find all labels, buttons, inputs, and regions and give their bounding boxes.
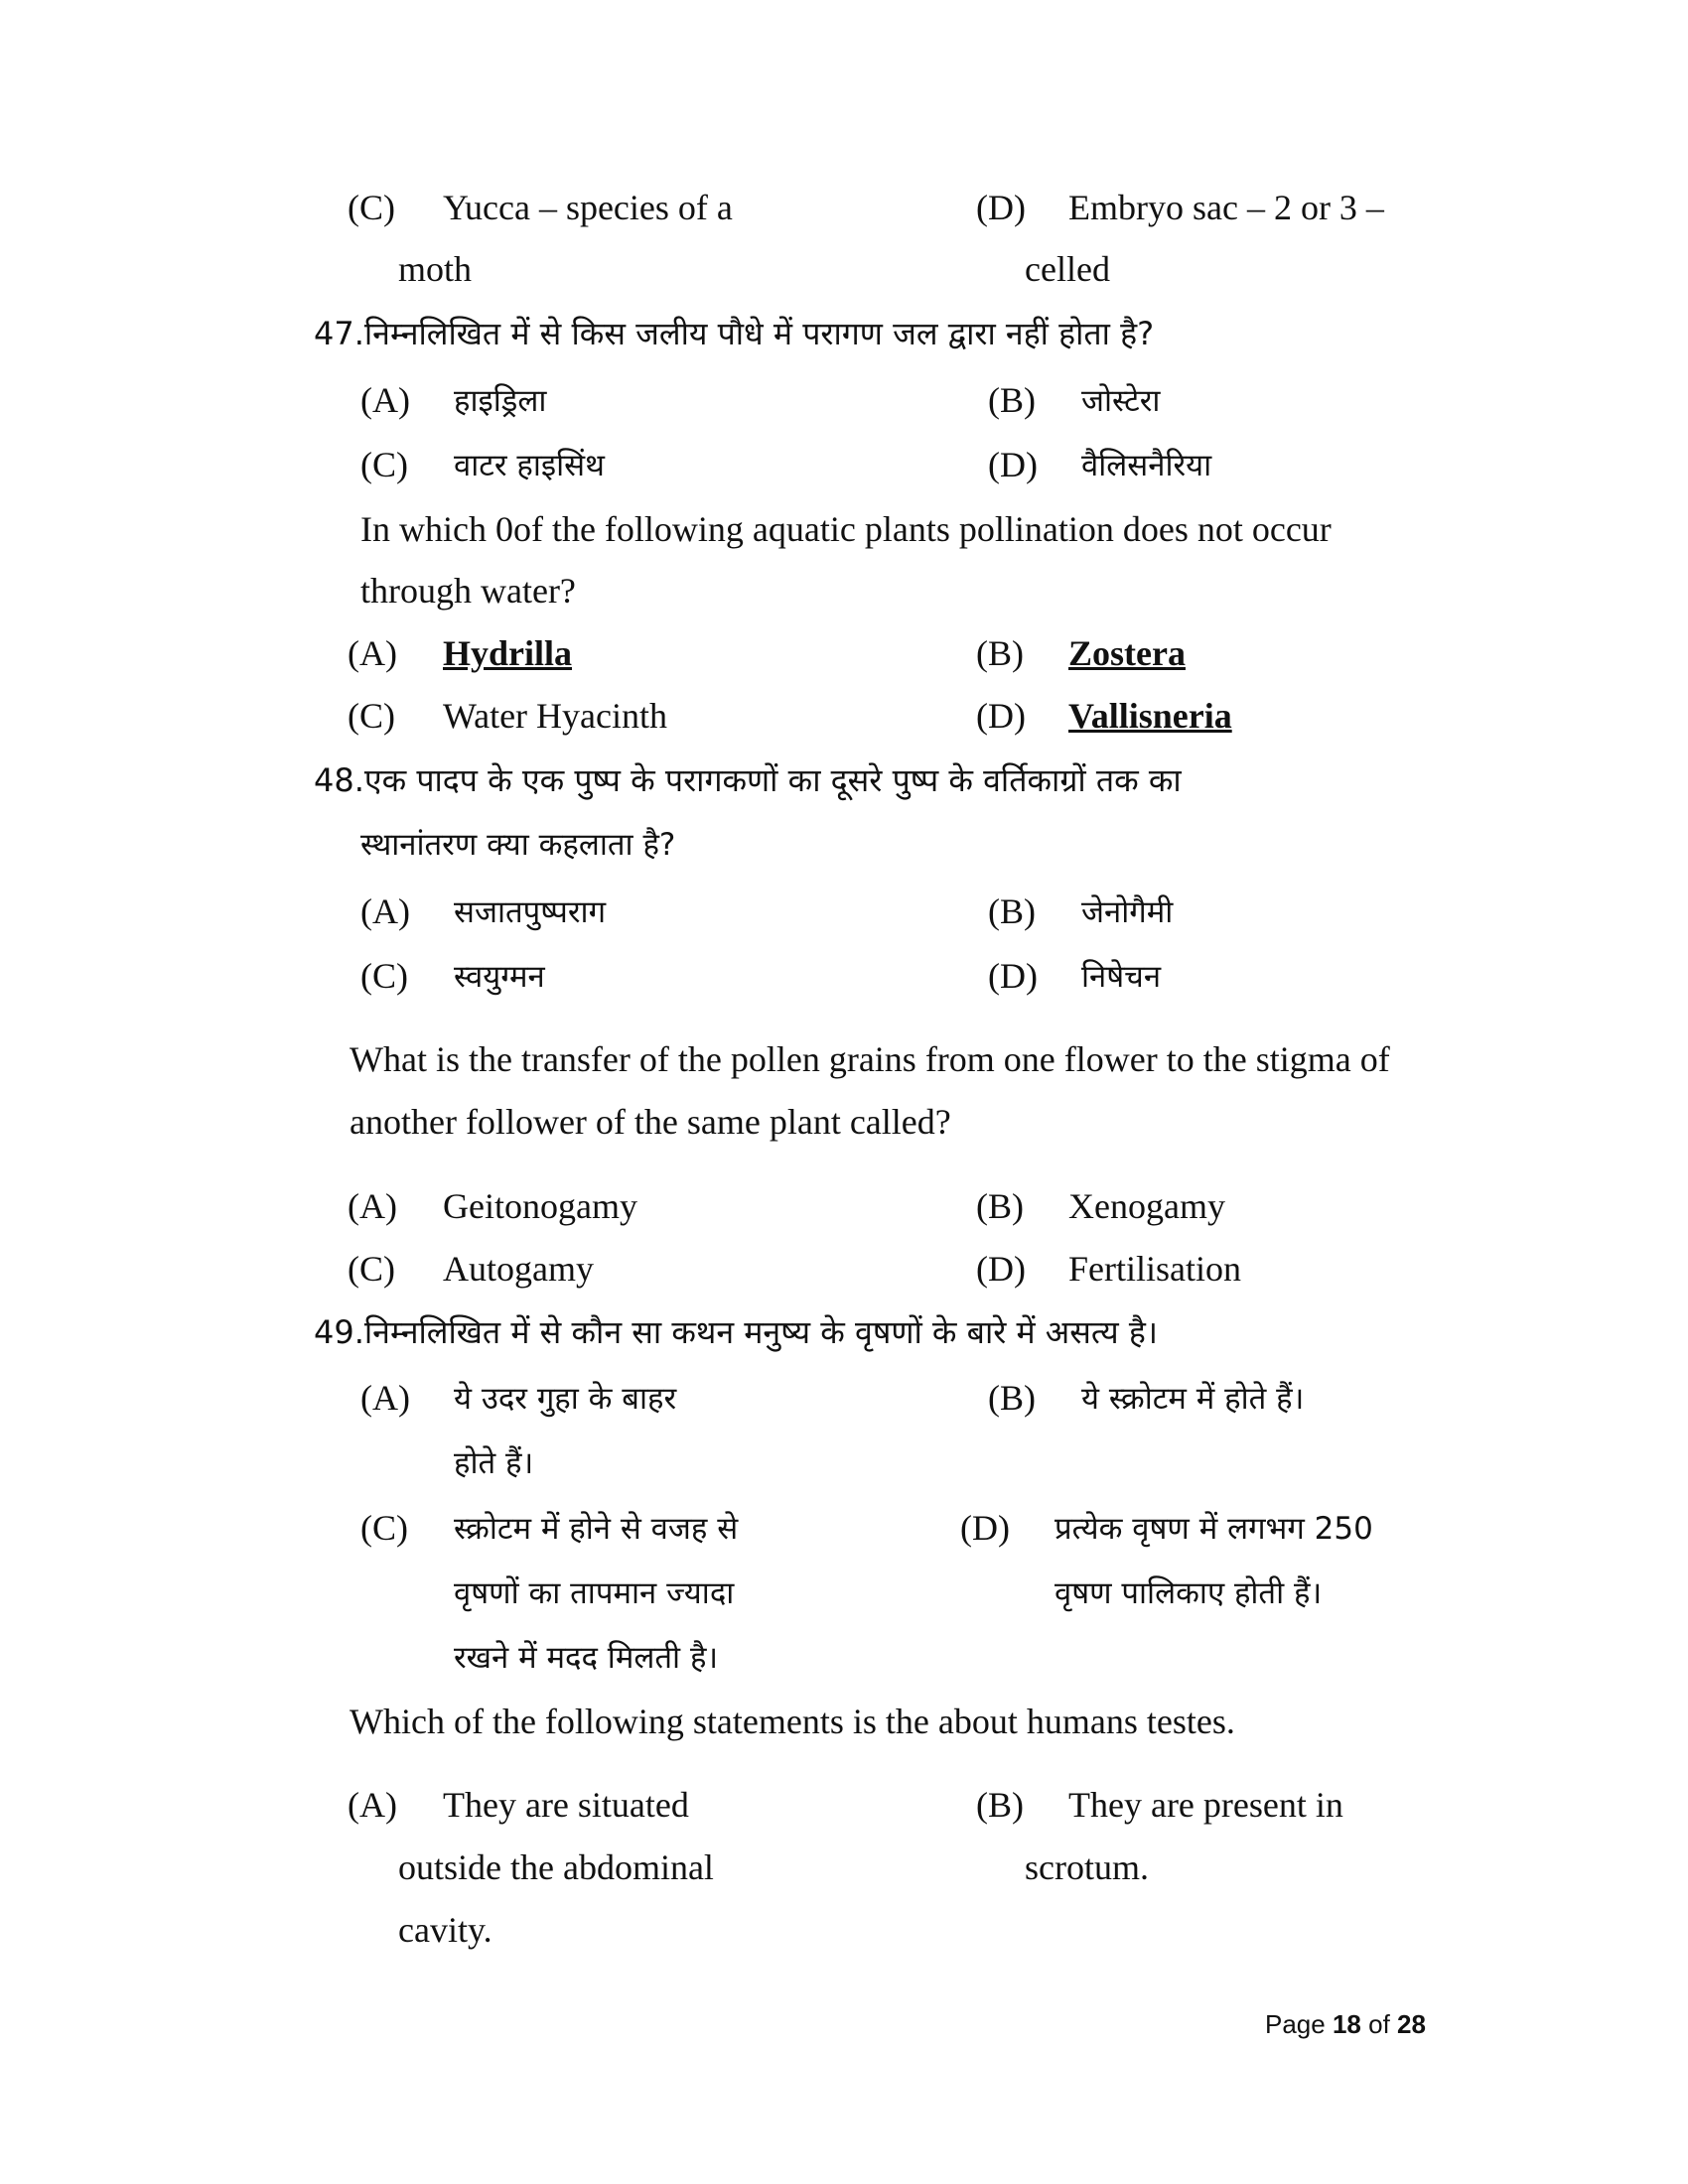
q49-english-option-b-cont: scrotum. [1025, 1847, 1149, 1887]
q48-hindi-option-c-label: (C) [360, 956, 408, 996]
q47-english-option-d-label: (D) [976, 696, 1026, 736]
q47-hindi-option-d-label: (D) [988, 445, 1038, 484]
q47-hindi-option-c-label: (C) [360, 445, 408, 484]
q47-hindi-option-b-label: (B) [988, 380, 1036, 420]
q47-english-option-b-label: (B) [976, 633, 1024, 673]
q48-hindi-option-b: जेनोगैमी [1081, 894, 1174, 930]
q49-hindi-option-c-cont1: वृषणों का तापमान ज्यादा [454, 1575, 735, 1611]
q48-hindi-option-a-label: (A) [360, 891, 410, 931]
q46-option-c-label: (C) [348, 188, 395, 227]
q48-hindi-option-b-label: (B) [988, 891, 1036, 931]
q46-option-c-text-cont: moth [398, 249, 473, 289]
q48-hindi-question: 48.एक पादप के एक पुष्प के परागकणों का दूसरे पुष्प के वर्तिकाग्रों तक का [314, 761, 1182, 799]
q49-hindi-option-d-label: (D) [960, 1508, 1010, 1548]
q48-english-option-d-label: (D) [976, 1249, 1026, 1289]
current-page-number: 18 [1332, 2009, 1361, 2039]
q49-english-option-b-label: (B) [976, 1785, 1024, 1825]
q46-option-d-text: Embryo sac – 2 or 3 – [1068, 188, 1384, 227]
q48-hindi-option-a: सजातपुष्पराग [454, 894, 607, 930]
q47-english-question: In which 0of the following aquatic plants pollination does not occur [360, 509, 1332, 549]
q49-hindi-option-c: स्क्रोटम में होने से वजह से [454, 1511, 739, 1547]
q49-hindi-option-a: ये उदर गुहा के बाहर [454, 1381, 677, 1417]
q47-english-option-c-label: (C) [348, 696, 395, 736]
q49-hindi-option-c-cont2: रखने में मदद मिलती है। [454, 1640, 719, 1676]
q47-hindi-question: 47.निम्नलिखित में से किस जलीय पौधे में परागण जल द्वारा नहीं होता है? [314, 315, 1155, 352]
of-word: of [1368, 2009, 1390, 2039]
q47-english-question-cont: through water? [360, 571, 576, 611]
q48-english-option-a: Geitonogamy [443, 1186, 637, 1226]
q47-english-option-d: Vallisneria [1068, 696, 1232, 736]
q48-hindi-option-d-label: (D) [988, 956, 1038, 996]
q49-english-option-a-cont1: outside the abdominal [398, 1847, 714, 1887]
q49-english-option-a-label: (A) [348, 1785, 397, 1825]
q47-english-option-a: Hydrilla [443, 633, 573, 673]
q49-hindi-option-d-cont: वृषण पालिकाए होती हैं। [1055, 1575, 1323, 1611]
q47-hindi-option-a: हाइड्रिला [454, 383, 547, 419]
q48-english-question: What is the transfer of the pollen grains from one flower to the stigma of [350, 1039, 1390, 1079]
q47-hindi-option-a-label: (A) [360, 380, 410, 420]
q47-english-option-b: Zostera [1068, 633, 1186, 673]
q49-hindi-question: 49.निम्नलिखित में से कौन सा कथन मनुष्य के वृषणों के बारे में असत्य है। [314, 1313, 1159, 1351]
q48-english-option-c-label: (C) [348, 1249, 395, 1289]
q49-english-question: Which of the following statements is the about humans testes. [350, 1702, 1235, 1741]
q47-hindi-option-d: वैलिसनैरिया [1081, 448, 1212, 483]
page-word: Page [1265, 2009, 1326, 2039]
q48-hindi-question-cont: स्थानांतरण क्या कहलाता है? [360, 827, 676, 863]
q47-hindi-option-c: वाटर हाइसिंथ [454, 448, 605, 483]
q48-hindi-option-d: निषेचन [1081, 959, 1162, 995]
q46-option-d-text-cont: celled [1025, 249, 1110, 289]
q48-english-question-cont: another follower of the same plant called? [350, 1102, 951, 1142]
q46-option-d-label: (D) [976, 188, 1026, 227]
q49-hindi-option-b: ये स्क्रोटम में होते हैं। [1081, 1381, 1305, 1417]
q47-english-option-a-label: (A) [348, 633, 397, 673]
q49-hindi-option-a-label: (A) [360, 1378, 410, 1418]
q47-hindi-option-b: जोस्टेरा [1081, 383, 1161, 419]
q49-hindi-option-c-label: (C) [360, 1508, 408, 1548]
total-pages: 28 [1397, 2009, 1426, 2039]
q48-english-option-a-label: (A) [348, 1186, 397, 1226]
q48-english-option-d: Fertilisation [1068, 1249, 1241, 1289]
q49-hindi-option-b-label: (B) [988, 1378, 1036, 1418]
q49-english-option-a: They are situated [443, 1785, 689, 1825]
q48-english-option-b: Xenogamy [1068, 1186, 1225, 1226]
q48-hindi-option-c: स्वयुग्मन [454, 959, 545, 995]
q46-option-c-text: Yucca – species of a [443, 188, 733, 227]
q48-english-option-c: Autogamy [443, 1249, 594, 1289]
q49-english-option-b: They are present in [1068, 1785, 1343, 1825]
q49-english-option-a-cont2: cavity. [398, 1910, 492, 1950]
q47-english-option-c: Water Hyacinth [443, 696, 668, 736]
q48-english-option-b-label: (B) [976, 1186, 1024, 1226]
page-number-footer [1265, 2009, 1426, 2040]
q49-hindi-option-a-cont: होते हैं। [454, 1445, 534, 1481]
q49-hindi-option-d: प्रत्येक वृषण में लगभग 250 [1055, 1511, 1373, 1547]
